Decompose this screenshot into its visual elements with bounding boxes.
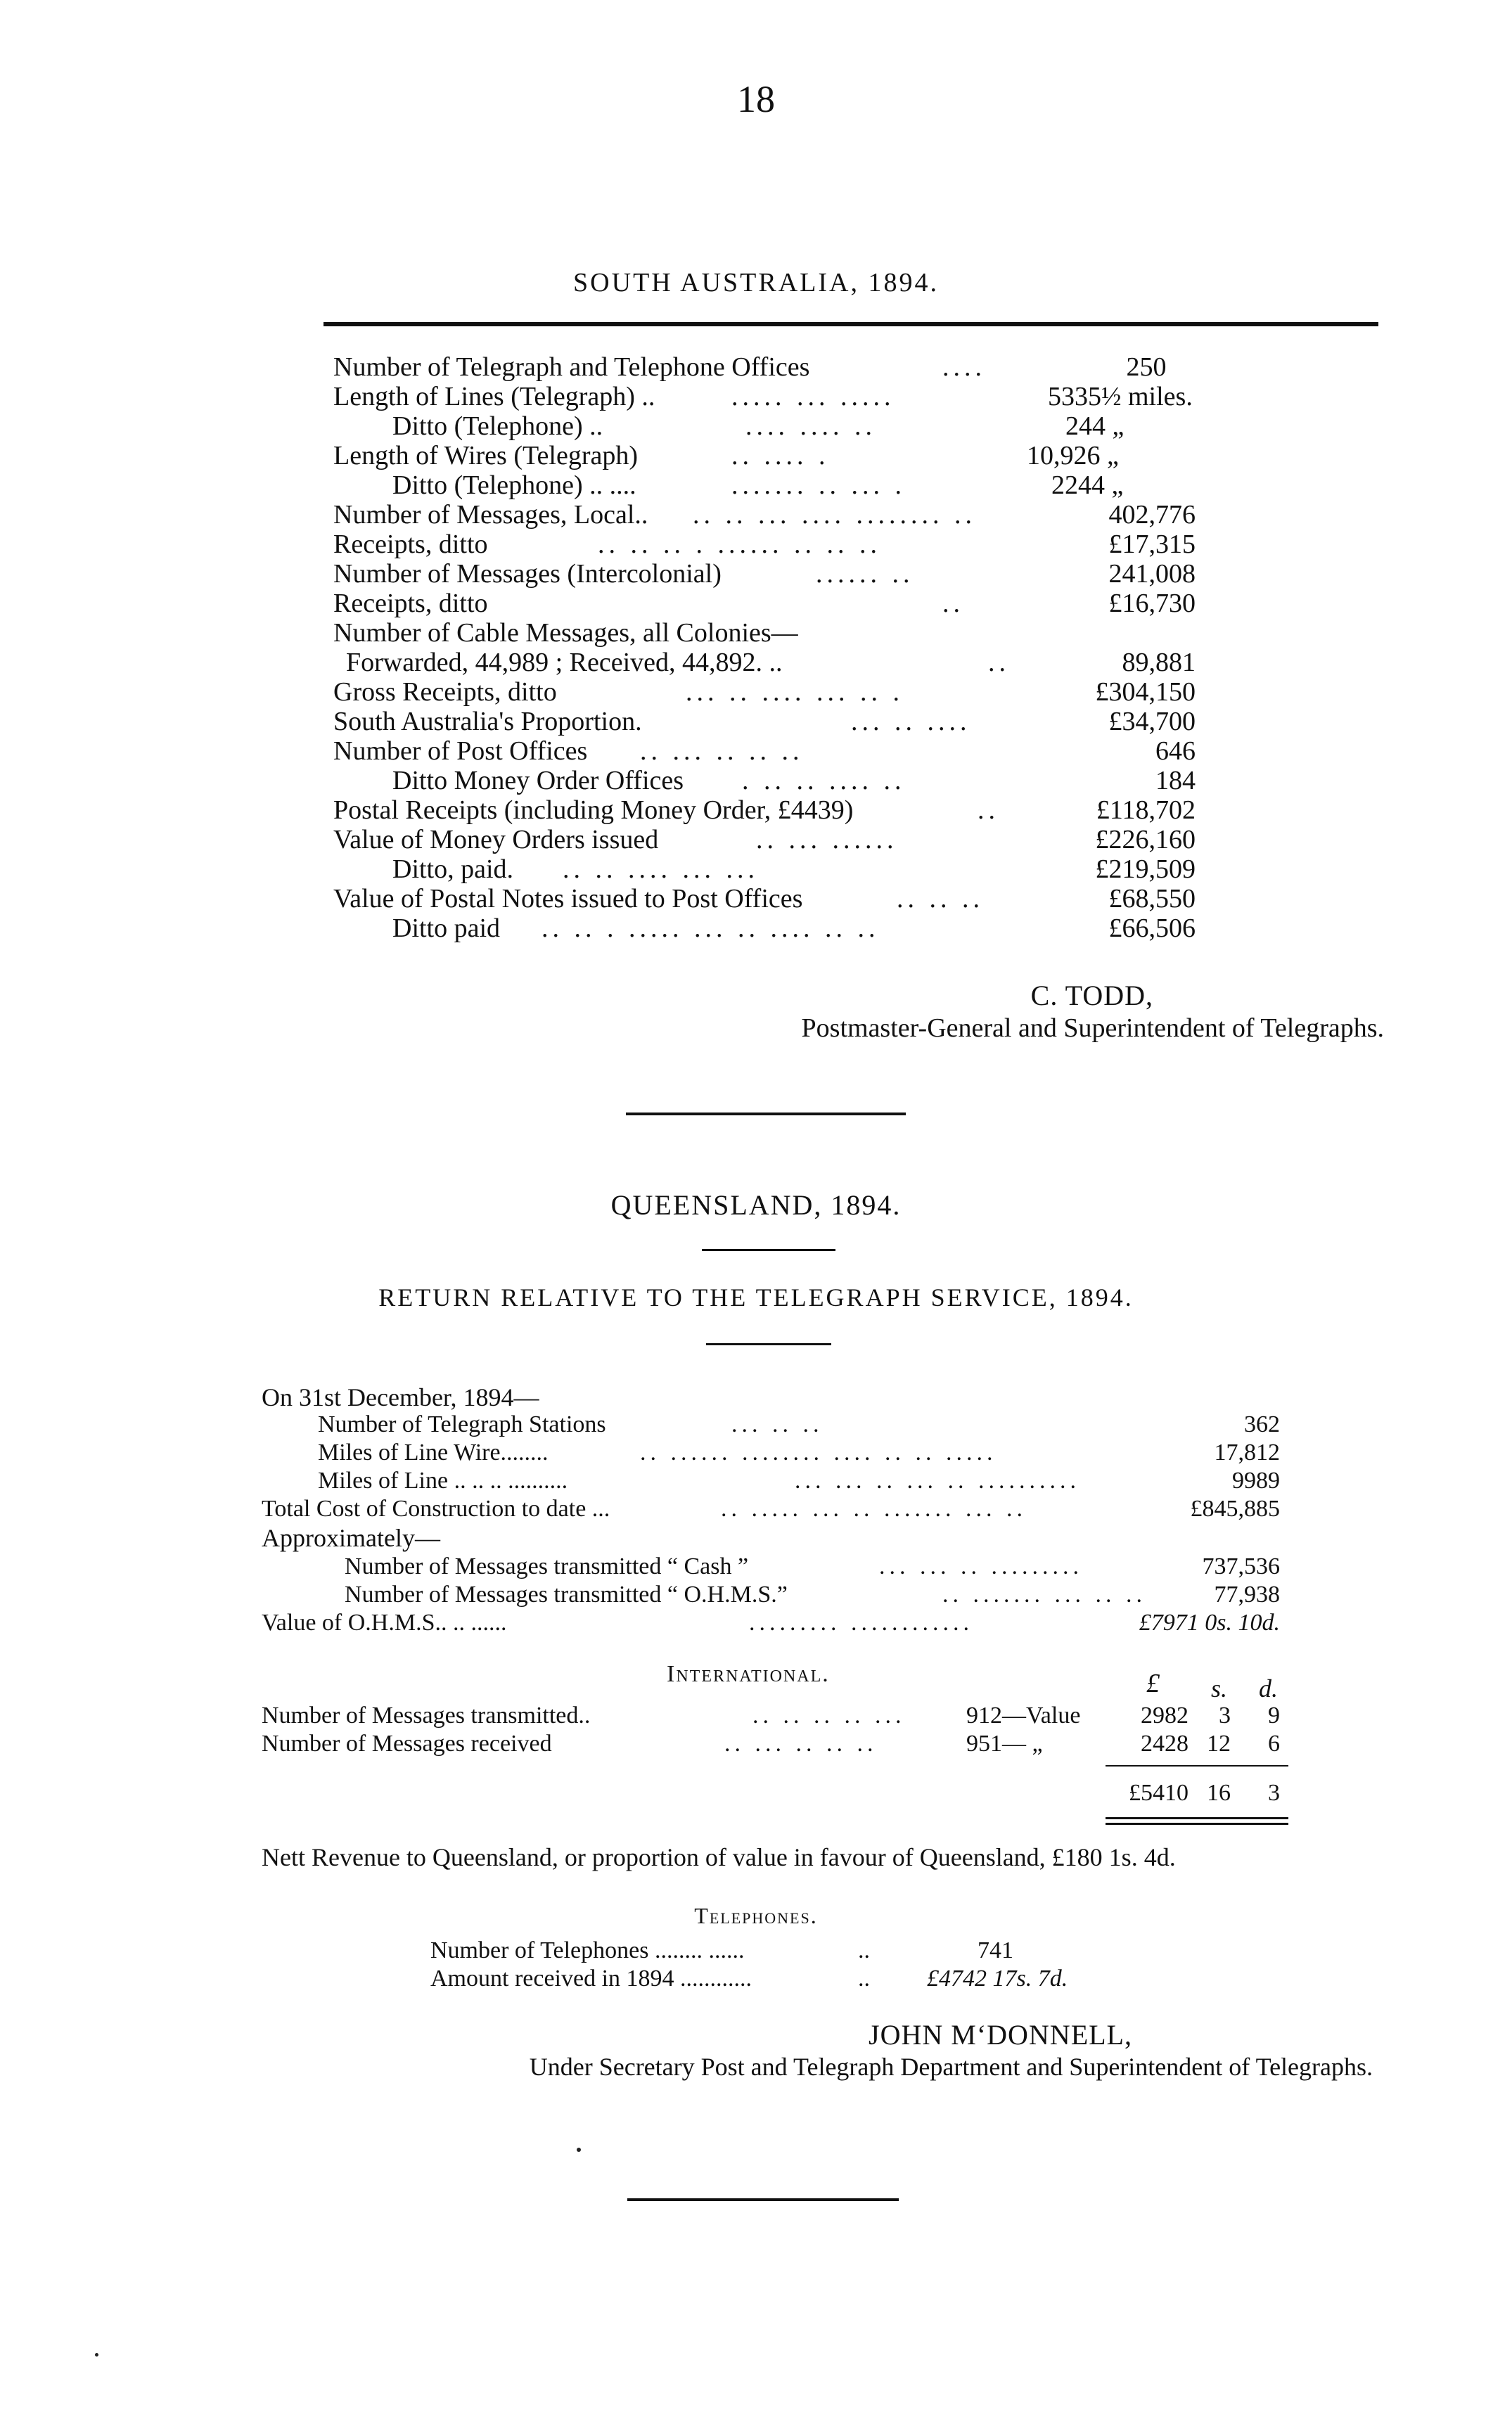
q-row [0,1581,1512,1609]
page-number: 18 [737,78,775,120]
sa-row [0,677,1512,707]
sa-row-value: 10,926 „ [1027,441,1119,470]
sa-row-value: £118,702 [1096,795,1196,825]
sa-row [0,736,1512,767]
sa-row-label: Gross Receipts, ditto [333,677,557,707]
q-row-value: 17,812 [1214,1440,1280,1466]
q-row-leader: .. ..... ... .. ....... ... .. [721,1496,1027,1522]
q-row-label: Number of Messages transmitted “ Cash ” [345,1553,749,1579]
q-row-value: £845,885 [1190,1496,1280,1522]
q-row [0,1495,1512,1523]
q-row-label: Miles of Line .. .. .. .......... [318,1468,568,1494]
q-row [0,1439,1512,1467]
sa-row [0,706,1512,737]
sa-row-label: Ditto (Telephone) .. [392,411,603,441]
sa-row-leader: .. .. .. [897,884,984,913]
sa-row-value: £68,550 [1108,884,1196,913]
q-approx-heading: Approximately— [262,1524,440,1552]
nett-revenue: Nett Revenue to Queensland, or proportion of value in favour of Queensland, £180 1s. 4d. [262,1843,1176,1871]
tel-row-value: 741 [978,1937,1013,1963]
sa-row-label: Length of Wires (Telegraph) [333,441,638,470]
sa-row-label: Ditto (Telephone) .. .... [392,470,636,500]
sa-row-label: Number of Messages (Intercolonial) [333,559,722,589]
intl-row-pence: 6 [1268,1731,1280,1757]
sa-row [0,411,1512,442]
sa-row-value: 250 [1126,352,1167,382]
queensland-title: QUEENSLAND, 1894. [610,1189,902,1221]
sa-row [0,883,1512,914]
sa-row-leader: .. .. ... .... ........ .. [693,500,976,530]
currency-header-pence: d. [1259,1674,1278,1703]
sa-row [0,470,1512,501]
intl-row-label: Number of Messages received [262,1731,552,1757]
sa-row [0,352,1512,383]
sa-row [0,795,1512,826]
intl-row [0,1702,1512,1730]
sa-row-value: 184 [1155,766,1196,795]
sa-row-leader: ....... .. ... . [731,470,906,500]
double-rule-top [1106,1817,1288,1819]
sa-row-value: 89,881 [1122,648,1196,677]
q-row-value: 77,938 [1214,1582,1280,1608]
sa-row-label: Ditto paid [392,913,501,943]
sa-row [0,854,1512,885]
sa-row-label: Number of Post Offices [333,736,588,766]
sa-row-leader: . .. .. .... .. [742,766,906,795]
intl-total-shillings: 16 [1207,1780,1231,1806]
sa-row-leader: .... .... .. [745,411,876,441]
intl-row-shillings: 12 [1207,1731,1231,1757]
sa-row [0,381,1512,412]
q-row-leader: ... ... .. ... .. .......... [795,1468,1080,1494]
tel-row [0,1937,1512,1965]
sa-row-value: 646 [1155,736,1196,766]
sum-rule [1106,1765,1288,1767]
q-row-value: £7971 0s. 10d. [1139,1610,1280,1636]
sa-row-value: 2244 „ [1051,470,1124,500]
sa-row-value: £17,315 [1108,530,1196,559]
sa-signature-title: Postmaster-General and Superintendent of Telegraphs. [801,1013,1384,1043]
sa-row-label: Ditto, paid. [392,854,514,884]
sa-row-label: Receipts, ditto [333,530,488,559]
q-row-label: Total Cost of Construction to date ... [262,1496,610,1522]
international-heading: International. [667,1661,830,1687]
sa-row [0,558,1512,589]
telephones-heading: Telephones. [694,1903,818,1928]
sa-row-leader: ... .. .... [851,707,971,736]
sa-row-leader: .. [978,795,999,825]
sa-row [0,765,1512,796]
sa-row [0,913,1512,944]
sa-row [0,617,1512,648]
q-row [0,1553,1512,1581]
sa-row-label: Value of Money Orders issued [333,825,659,854]
tel-row-value: £4742 17s. 7d. [927,1966,1068,1992]
sa-row [0,529,1512,560]
intl-row-count: 912—Value [966,1703,1081,1729]
currency-header-pounds: £ [1146,1669,1160,1698]
tel-row-leader: .. [858,1966,870,1992]
title-rule [702,1249,835,1251]
q-row-leader: ......... ............ [749,1610,973,1636]
sa-row-leader: .... [942,352,986,382]
sa-row-value: 244 „ [1065,411,1125,441]
sa-row [0,647,1512,678]
intl-row-pence: 9 [1268,1703,1280,1729]
sa-row-value: 402,776 [1108,500,1196,530]
tel-row [0,1965,1512,1993]
intl-row-pounds: 2428 [1141,1731,1189,1757]
sa-row-leader: .. ... ...... [756,825,898,854]
title-rule [323,322,1378,326]
sa-row-leader: .. [988,648,1010,677]
sa-row-value: £219,509 [1095,854,1196,884]
sa-row [0,440,1512,471]
intl-row-label: Number of Messages transmitted.. [262,1703,591,1729]
sa-row-leader: .. ... .. .. .. [640,736,804,766]
sa-row-value: 5335½ miles. [1048,382,1193,411]
ink-speck [577,2148,581,2152]
tel-row-label: Amount received in 1894 ............ [430,1966,752,1992]
sa-row-label: Number of Cable Messages, all Colonies— [333,618,798,648]
sa-signature-name: C. TODD, [1030,980,1153,1011]
sa-row-leader: .. .. . ..... ... .. .... .. .. [542,913,880,943]
sa-row [0,499,1512,530]
sa-row-leader: .. .... . [731,441,830,470]
q-date-heading: On 31st December, 1894— [262,1383,539,1411]
q-row-leader: ... ... .. ......... [879,1553,1083,1579]
section-divider [626,1113,906,1115]
q-row-value: 362 [1244,1411,1280,1437]
sa-row-label: Ditto Money Order Offices [392,766,684,795]
sa-row-value: 241,008 [1108,559,1196,589]
intl-total-pence: 3 [1268,1780,1280,1806]
q-row-label: Miles of Line Wire........ [318,1440,549,1466]
sa-row-leader: ...... .. [816,559,914,589]
title-rule [706,1343,831,1345]
sa-row-value: £226,160 [1095,825,1196,854]
tel-row-leader: .. [858,1937,870,1963]
q-row [0,1609,1512,1637]
sa-row-label: South Australia's Proportion. [333,707,642,736]
ink-speck [95,2353,98,2357]
q-row-label: Number of Messages transmitted “ O.H.M.S.” [345,1582,788,1608]
sa-row-label: Number of Messages, Local.. [333,500,648,530]
sa-row-leader: .. .. .... ... ... [563,854,759,884]
currency-header-shillings: s. [1211,1674,1228,1703]
sa-row [0,824,1512,855]
intl-row-count: 951— „ [966,1731,1043,1757]
q-row [0,1411,1512,1439]
tel-row-label: Number of Telephones ........ ...... [430,1937,745,1963]
section-divider [627,2198,899,2201]
q-row-leader: .. ....... ... .. .. [942,1582,1146,1608]
sa-row-value: £66,506 [1108,913,1196,943]
q-row-value: 9989 [1232,1468,1280,1494]
sa-row-leader: .. [942,589,964,618]
intl-total-pounds: £5410 [1129,1780,1189,1806]
double-rule-bottom [1106,1823,1288,1825]
q-row-label: Number of Telegraph Stations [318,1411,606,1437]
sa-row-value: £16,730 [1108,589,1196,618]
south-australia-title: SOUTH AUSTRALIA, 1894. [573,268,939,297]
sa-row-leader: .. .. .. . ...... .. .. .. [598,530,881,559]
queensland-subtitle: RETURN RELATIVE TO THE TELEGRAPH SERVICE, 1894. [378,1283,1134,1312]
sa-row-label: Postal Receipts (including Money Order, £4439) [333,795,854,825]
sa-row [0,588,1512,619]
sa-row-value: £304,150 [1095,677,1196,707]
sa-row-leader: ... .. .... ... .. . [686,677,904,707]
q-signature-name: JOHN M‘DONNELL, [869,2019,1132,2051]
sa-row-label: Value of Postal Notes issued to Post Offices [333,884,803,913]
sa-row-label: Number of Telegraph and Telephone Offices [333,352,810,382]
q-row-leader: ... .. .. [731,1411,824,1437]
sa-row-label: Forwarded, 44,989 ; Received, 44,892. .. [346,648,783,677]
intl-row [0,1730,1512,1758]
q-row-label: Value of O.H.M.S.. .. ...... [262,1610,507,1636]
intl-row-leader: .. ... .. .. .. [724,1731,878,1757]
intl-row-shillings: 3 [1219,1703,1231,1729]
sa-row-label: Length of Lines (Telegraph) .. [333,382,655,411]
q-row-leader: .. ...... ........ .... .. .. ..... [640,1440,997,1466]
sa-row-leader: ..... ... ..... [731,382,895,411]
q-row-value: 737,536 [1202,1553,1280,1579]
q-signature-title: Under Secretary Post and Telegraph Department and Superintendent of Telegraphs. [529,2053,1373,2081]
sa-row-label: Receipts, ditto [333,589,488,618]
intl-row-pounds: 2982 [1141,1703,1189,1729]
sa-row-value: £34,700 [1108,707,1196,736]
q-row [0,1467,1512,1495]
intl-row-leader: .. .. .. .. ... [752,1703,906,1729]
intl-total-row [0,1779,1512,1807]
